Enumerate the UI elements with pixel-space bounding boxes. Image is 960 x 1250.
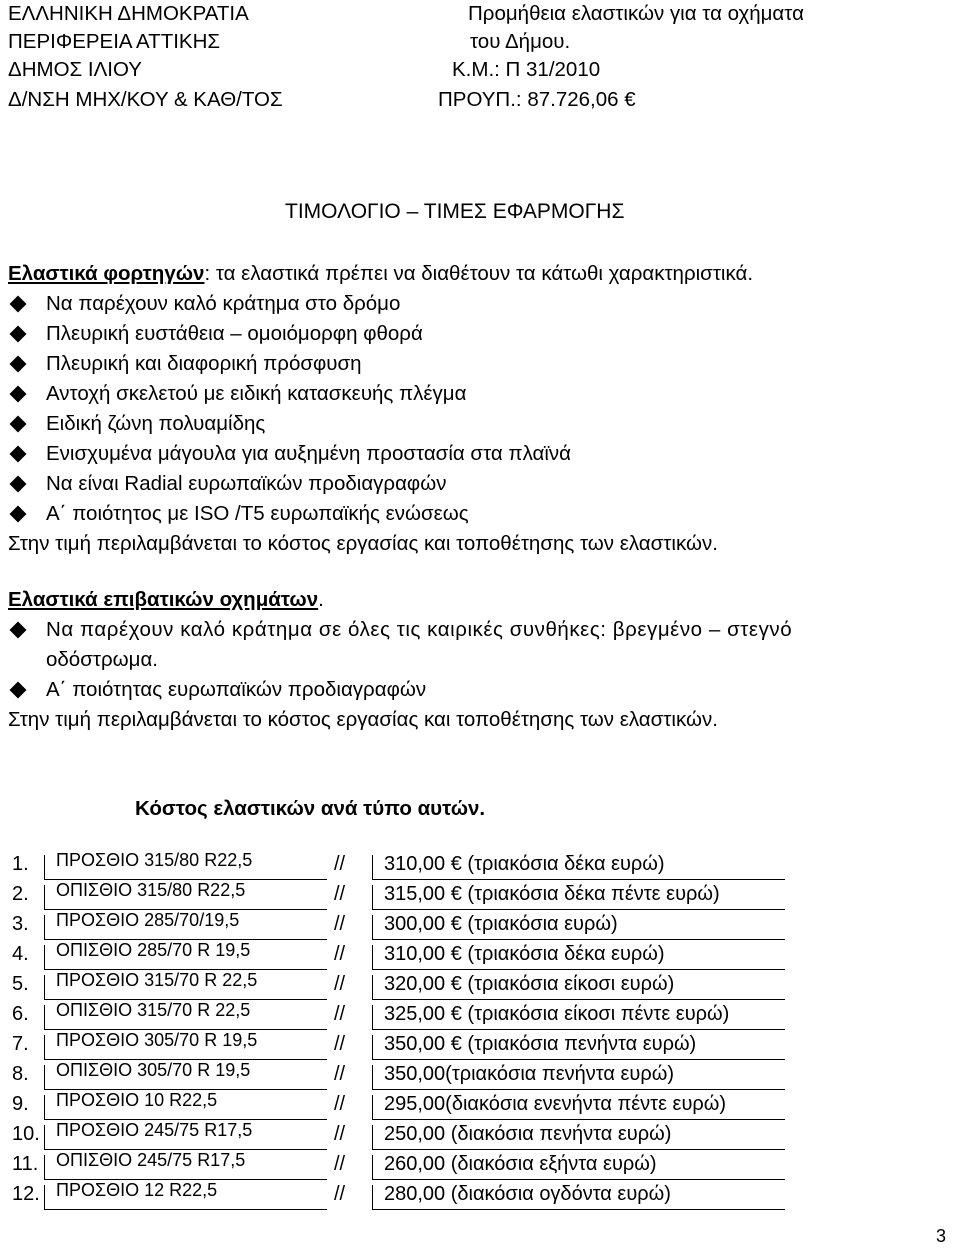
row-number: 1. [12, 853, 29, 875]
row-price: 325,00 € (τριακόσια είκοσι πέντε ευρώ) [384, 1003, 730, 1025]
row-number: 8. [12, 1063, 29, 1085]
subject-ref: Κ.Μ.: Π 31/2010 [452, 58, 601, 81]
issuer-line-1: ΕΛΛΗΝΙΚΗ ΔΗΜΟΚΡΑΤΙΑ [8, 2, 249, 25]
row-item: ΠΡΟΣΘΙΟ 12 R22,5 [56, 1180, 218, 1200]
row-separator: // [334, 1093, 346, 1115]
table-row [0, 1030, 960, 1060]
table-row [0, 970, 960, 1000]
row-price: 300,00 € (τριακόσια ευρώ) [384, 913, 618, 935]
truck-section-note: Στην τιμή περιλαμβάνεται το κόστος εργασίας και τοποθέτησης των ελαστικών. [8, 532, 718, 555]
row-item: ΠΡΟΣΘΙΟ 315/80 R22,5 [56, 850, 253, 870]
issuer-line-3: ΔΗΜΟΣ ΙΛΙΟΥ [8, 58, 142, 81]
row-price: 310,00 € (τριακόσια δέκα ευρώ) [384, 853, 665, 875]
diamond-bullet-icon [10, 506, 27, 523]
diamond-bullet-icon [10, 682, 27, 699]
row-number: 2. [12, 883, 29, 905]
row-separator: // [334, 973, 346, 995]
row-item: ΠΡΟΣΘΙΟ 305/70 R 19,5 [56, 1030, 258, 1050]
car-section-heading-line [8, 588, 324, 612]
table-row [0, 1090, 960, 1120]
diamond-bullet-icon [10, 326, 27, 343]
car-section-note: Στην τιμή περιλαμβάνεται το κόστος εργασίας και τοποθέτησης των ελαστικών. [8, 708, 718, 731]
row-item: ΟΠΙΣΘΙΟ 285/70 R 19,5 [56, 940, 251, 960]
row-number: 7. [12, 1033, 29, 1055]
row-separator: // [334, 1153, 346, 1175]
doc-title: ΤΙΜΟΛΟΓΙΟ – ΤΙΜΕΣ ΕΦΑΡΜΟΓΗΣ [285, 200, 625, 223]
issuer-line-4: Δ/ΝΣΗ ΜΗΧ/ΚΟΥ & ΚΑΘ/ΤΟΣ [8, 88, 283, 111]
diamond-bullet-icon [10, 476, 27, 493]
row-item: ΠΡΟΣΘΙΟ 315/70 R 22,5 [56, 970, 258, 990]
subject-line-2: του Δήμου. [470, 30, 571, 53]
subject-line-1: Προμήθεια ελαστικών για τα οχήματα [468, 2, 804, 25]
cost-table-title: Κόστος ελαστικών ανά τύπο αυτών. [135, 797, 486, 820]
row-price: 260,00 (διακόσια εξήντα ευρώ) [384, 1153, 657, 1175]
row-price: 350,00(τριακόσια πενήντα ευρώ) [384, 1063, 674, 1085]
table-row [0, 1150, 960, 1180]
truck-section-heading: Ελαστικά φορτηγών [8, 262, 205, 285]
diamond-bullet-icon [10, 386, 27, 403]
diamond-bullet-icon [10, 446, 27, 463]
row-separator: // [334, 1123, 346, 1145]
table-row [0, 850, 960, 880]
truck-section-heading-line [8, 262, 753, 286]
row-number: 12. [12, 1183, 40, 1205]
row-separator: // [334, 1063, 346, 1085]
row-price: 250,00 (διακόσια πενήντα ευρώ) [384, 1123, 672, 1145]
row-number: 6. [12, 1003, 29, 1025]
diamond-bullet-icon [10, 416, 27, 433]
row-number: 9. [12, 1093, 29, 1115]
row-item: ΟΠΙΣΘΙΟ 245/75 R17,5 [56, 1150, 246, 1170]
row-separator: // [334, 943, 346, 965]
row-item: ΟΠΙΣΘΙΟ 315/70 R 22,5 [56, 1000, 251, 1020]
diamond-bullet-icon [10, 296, 27, 313]
table-row [0, 910, 960, 940]
row-price: 320,00 € (τριακόσια είκοσι ευρώ) [384, 973, 675, 995]
row-separator: // [334, 1183, 346, 1205]
row-item: ΟΠΙΣΘΙΟ 315/80 R22,5 [56, 880, 246, 900]
row-price: 310,00 € (τριακόσια δέκα ευρώ) [384, 943, 665, 965]
row-separator: // [334, 913, 346, 935]
table-row [0, 940, 960, 970]
table-row [0, 1000, 960, 1030]
row-item: ΠΡΟΣΘΙΟ 285/70/19,5 [56, 910, 240, 930]
row-number: 10. [12, 1123, 40, 1145]
row-price: 280,00 (διακόσια ογδόντα ευρώ) [384, 1183, 671, 1205]
row-number: 4. [12, 943, 29, 965]
row-separator: // [334, 1033, 346, 1055]
row-item: ΠΡΟΣΘΙΟ 245/75 R17,5 [56, 1120, 253, 1140]
issuer-line-2: ΠΕΡΙΦΕΡΕΙΑ ΑΤΤΙΚΗΣ [8, 30, 221, 53]
table-row [0, 880, 960, 910]
diamond-bullet-icon [10, 356, 27, 373]
row-separator: // [334, 883, 346, 905]
row-number: 3. [12, 913, 29, 935]
row-item: ΠΡΟΣΘΙΟ 10 R22,5 [56, 1090, 218, 1110]
row-number: 5. [12, 973, 29, 995]
car-section-heading-tail: . [318, 588, 324, 611]
table-row [0, 1180, 960, 1210]
row-separator: // [334, 853, 346, 875]
list-item-continuation: οδόστρωμα. [46, 648, 158, 671]
row-number: 11. [12, 1153, 39, 1175]
row-price: 295,00(διακόσια ενενήντα πέντε ευρώ) [384, 1093, 727, 1115]
car-section-heading: Ελαστικά επιβατικών οχημάτων [8, 588, 319, 611]
truck-section-intro: : τα ελαστικά πρέπει να διαθέτουν τα κάτωθι χαρακτηριστικά. [204, 262, 754, 285]
subject-budget: ΠΡΟΥΠ.: 87.726,06 € [438, 88, 636, 111]
row-price: 350,00 € (τριακόσια πενήντα ευρώ) [384, 1033, 697, 1055]
row-price: 315,00 € (τριακόσια δέκα πέντε ευρώ) [384, 883, 720, 905]
row-item: ΟΠΙΣΘΙΟ 305/70 R 19,5 [56, 1060, 251, 1080]
diamond-bullet-icon [10, 622, 27, 639]
page-number: 3 [936, 1226, 947, 1246]
table-row [0, 1060, 960, 1090]
row-separator: // [334, 1003, 346, 1025]
table-row [0, 1120, 960, 1150]
